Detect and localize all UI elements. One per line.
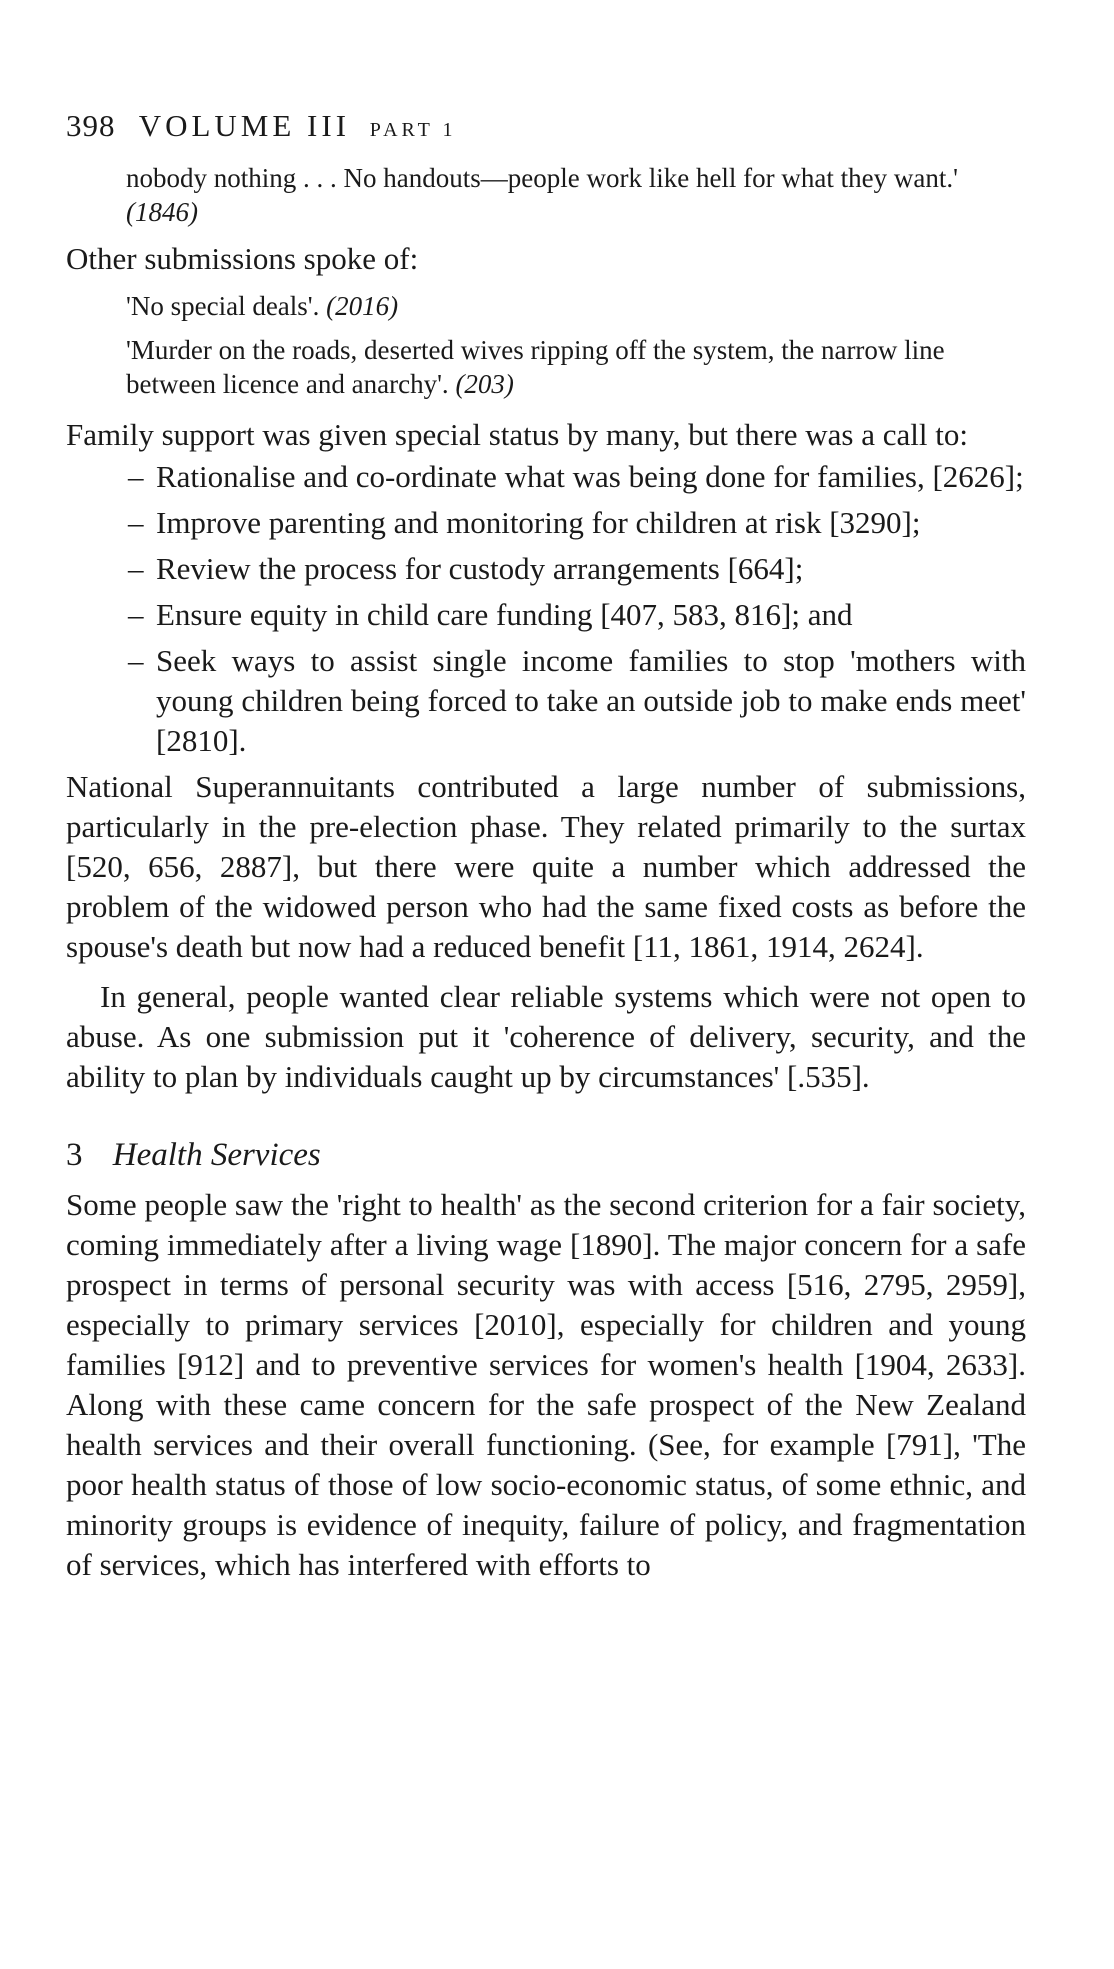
list-item: – Review the process for custody arrangements [664]; — [128, 549, 1026, 589]
page — [66, 108, 1026, 1585]
list-item: – Rationalise and co-ordinate what was being done for families, [2626]; — [128, 457, 1026, 497]
quote-text: 'Murder on the roads, deserted wives ripping off the system, the narrow line between licence and anarchy'. — [126, 335, 945, 399]
section-number: 3 — [66, 1137, 83, 1173]
quote-ref: (203) — [455, 369, 514, 399]
quote-text: 'No special deals'. — [126, 291, 320, 321]
volume-label: VOLUME III — [138, 108, 351, 143]
quote-text: nobody nothing . . . No handouts—people work like hell for what they want.' — [126, 163, 958, 193]
section-heading — [66, 1135, 1026, 1175]
list-item: – Ensure equity in child care funding [407, 583, 816]; and — [128, 595, 1026, 635]
other-submissions-intro: Other submissions spoke of: — [66, 241, 419, 276]
general-paragraph: In general, people wanted clear reliable systems which were not open to abuse. As one submission put it 'coherence of delivery, security, and the ability to plan by individuals caught up by circumstances' [.535]. — [66, 979, 1026, 1094]
health-paragraph: Some people saw the 'right to health' as the second criterion for a fair society, coming immediately after a living wage [1890]. The major concern for a safe prospect in terms of personal security was with access [516, 2795, 2959], especially to primary services [2010], especially for children and young families [912] and to preventive services for women's health [1904, 2633]. Along with these came concern for the safe prospect of the New Zealand health services and their overall functioning. (See, for example [791], 'The poor health status of those of low socio-economic status, of some ethnic, and minority groups is evidence of inequity, failure of policy, and fragmentation of services, which has interfered with efforts to — [66, 1187, 1026, 1582]
list-item: – Improve parenting and monitoring for children at risk [3290]; — [128, 503, 1026, 543]
opening-quote — [126, 161, 1026, 229]
running-head — [66, 108, 1026, 148]
part-label: PART 1 — [369, 119, 457, 141]
section-title: Health Services — [112, 1137, 321, 1173]
page-number: 398 — [66, 108, 116, 143]
family-support-intro: Family support was given special status by many, but there was a call to: — [66, 417, 968, 452]
list-item: – Seek ways to assist single income families to stop 'mothers with young children being forced to take an outside job to make ends meet' [2810]. — [128, 641, 1026, 761]
superannuitants-paragraph: National Superannuitants contributed a large number of submissions, particularly in the pre-election phase. They related primarily to the surtax [520, 656, 2887], but there were quite a number which addressed the problem of the widowed person who had the same fixed costs as before the spouse's death but now had a reduced benefit [11, 1861, 1914, 2624]. — [66, 769, 1026, 964]
quote-ref: (1846) — [126, 197, 198, 227]
submission-quote — [126, 333, 1026, 401]
submission-quote — [126, 289, 1026, 323]
quote-ref: (2016) — [326, 291, 399, 321]
family-support-list — [66, 457, 1026, 761]
